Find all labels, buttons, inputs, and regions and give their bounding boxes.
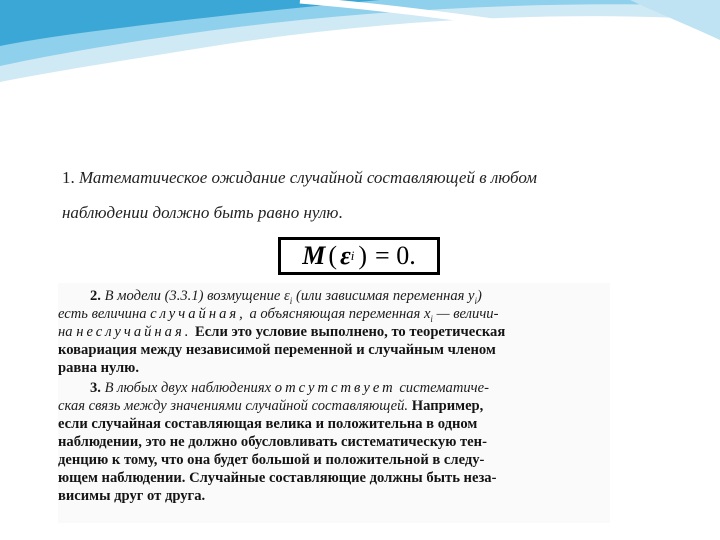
condition-1-text-1: Математическое ожидание случайной составляющей в любом [79, 168, 538, 187]
scan-l1-sub: i [289, 295, 293, 306]
scanned-text-block [58, 283, 610, 523]
scan-line-6 [90, 379, 489, 397]
scan-line-11: ющем наблюдении. Случайные составляющие должны быть неза- [58, 470, 497, 486]
scan-l6-b: систематиче- [399, 380, 489, 396]
scan-line-4: ковариация между независимой переменной и случайным членом [58, 342, 496, 358]
condition-1-text-2: наблюдении должно быть равно нулю [62, 203, 339, 222]
scan-line-9: наблюдении, это не должно обусловливать систематическую тен- [58, 434, 487, 450]
scan-line-7 [58, 397, 483, 415]
condition-1-line1 [62, 160, 702, 195]
condition-1-line2 [62, 195, 702, 230]
scan-line-3 [58, 323, 505, 341]
formula-m: M [302, 241, 326, 270]
scan-num-3: 3. [90, 380, 101, 396]
scan-line-8: если случайная составляющая велика и положительна в одном [58, 416, 478, 432]
scan-l2-a: есть величина [58, 306, 147, 322]
decorative-wave-banner [0, 0, 720, 110]
scan-l2-c: — величи- [436, 306, 499, 322]
scan-line-5: равна нулю. [58, 360, 139, 376]
scan-l6-a: В любых двух наблюдениях [104, 380, 272, 396]
scan-l2-sub: i [430, 313, 433, 324]
scan-l2-spaced: случайная, [150, 306, 246, 322]
scan-l7-b: Например, [411, 398, 484, 414]
scan-l2-b: а объясняющая переменная x [249, 306, 431, 322]
wave-right-tint [630, 0, 720, 40]
scan-line-10: денцию к тому, что она будет большой и положительной в следу- [58, 452, 485, 468]
scan-l1-a: В модели (3.3.1) возмущение ε [104, 288, 290, 304]
scan-l1-b: (или зависимая переменная y [295, 288, 475, 304]
formula-close: ) [358, 241, 368, 270]
formula-eps: ε [340, 241, 351, 270]
condition-1-number: 1. [62, 168, 75, 187]
scan-l1-c: ) [477, 288, 482, 304]
scan-l7-a: ская связь между значениями случайной составляющей. [58, 398, 409, 414]
scan-l6-spaced: отсутствует [274, 380, 396, 396]
scan-l3-b: Если это условие выполнено, то теоретическая [195, 324, 506, 340]
condition-1-end: . [338, 203, 343, 222]
scan-l3-spaced: неслучайная. [76, 324, 192, 340]
formula-expectation [278, 237, 440, 275]
scan-line-12: висимы друг от друга. [58, 488, 206, 504]
formula-sub: i [350, 248, 355, 263]
scan-l3-a: на [58, 324, 73, 340]
formula-rhs: = 0. [375, 241, 416, 270]
formula-open: ( [328, 241, 338, 270]
scan-l1-sub2: i [474, 295, 478, 306]
condition-1 [62, 160, 702, 230]
scan-num-2: 2. [90, 288, 101, 304]
